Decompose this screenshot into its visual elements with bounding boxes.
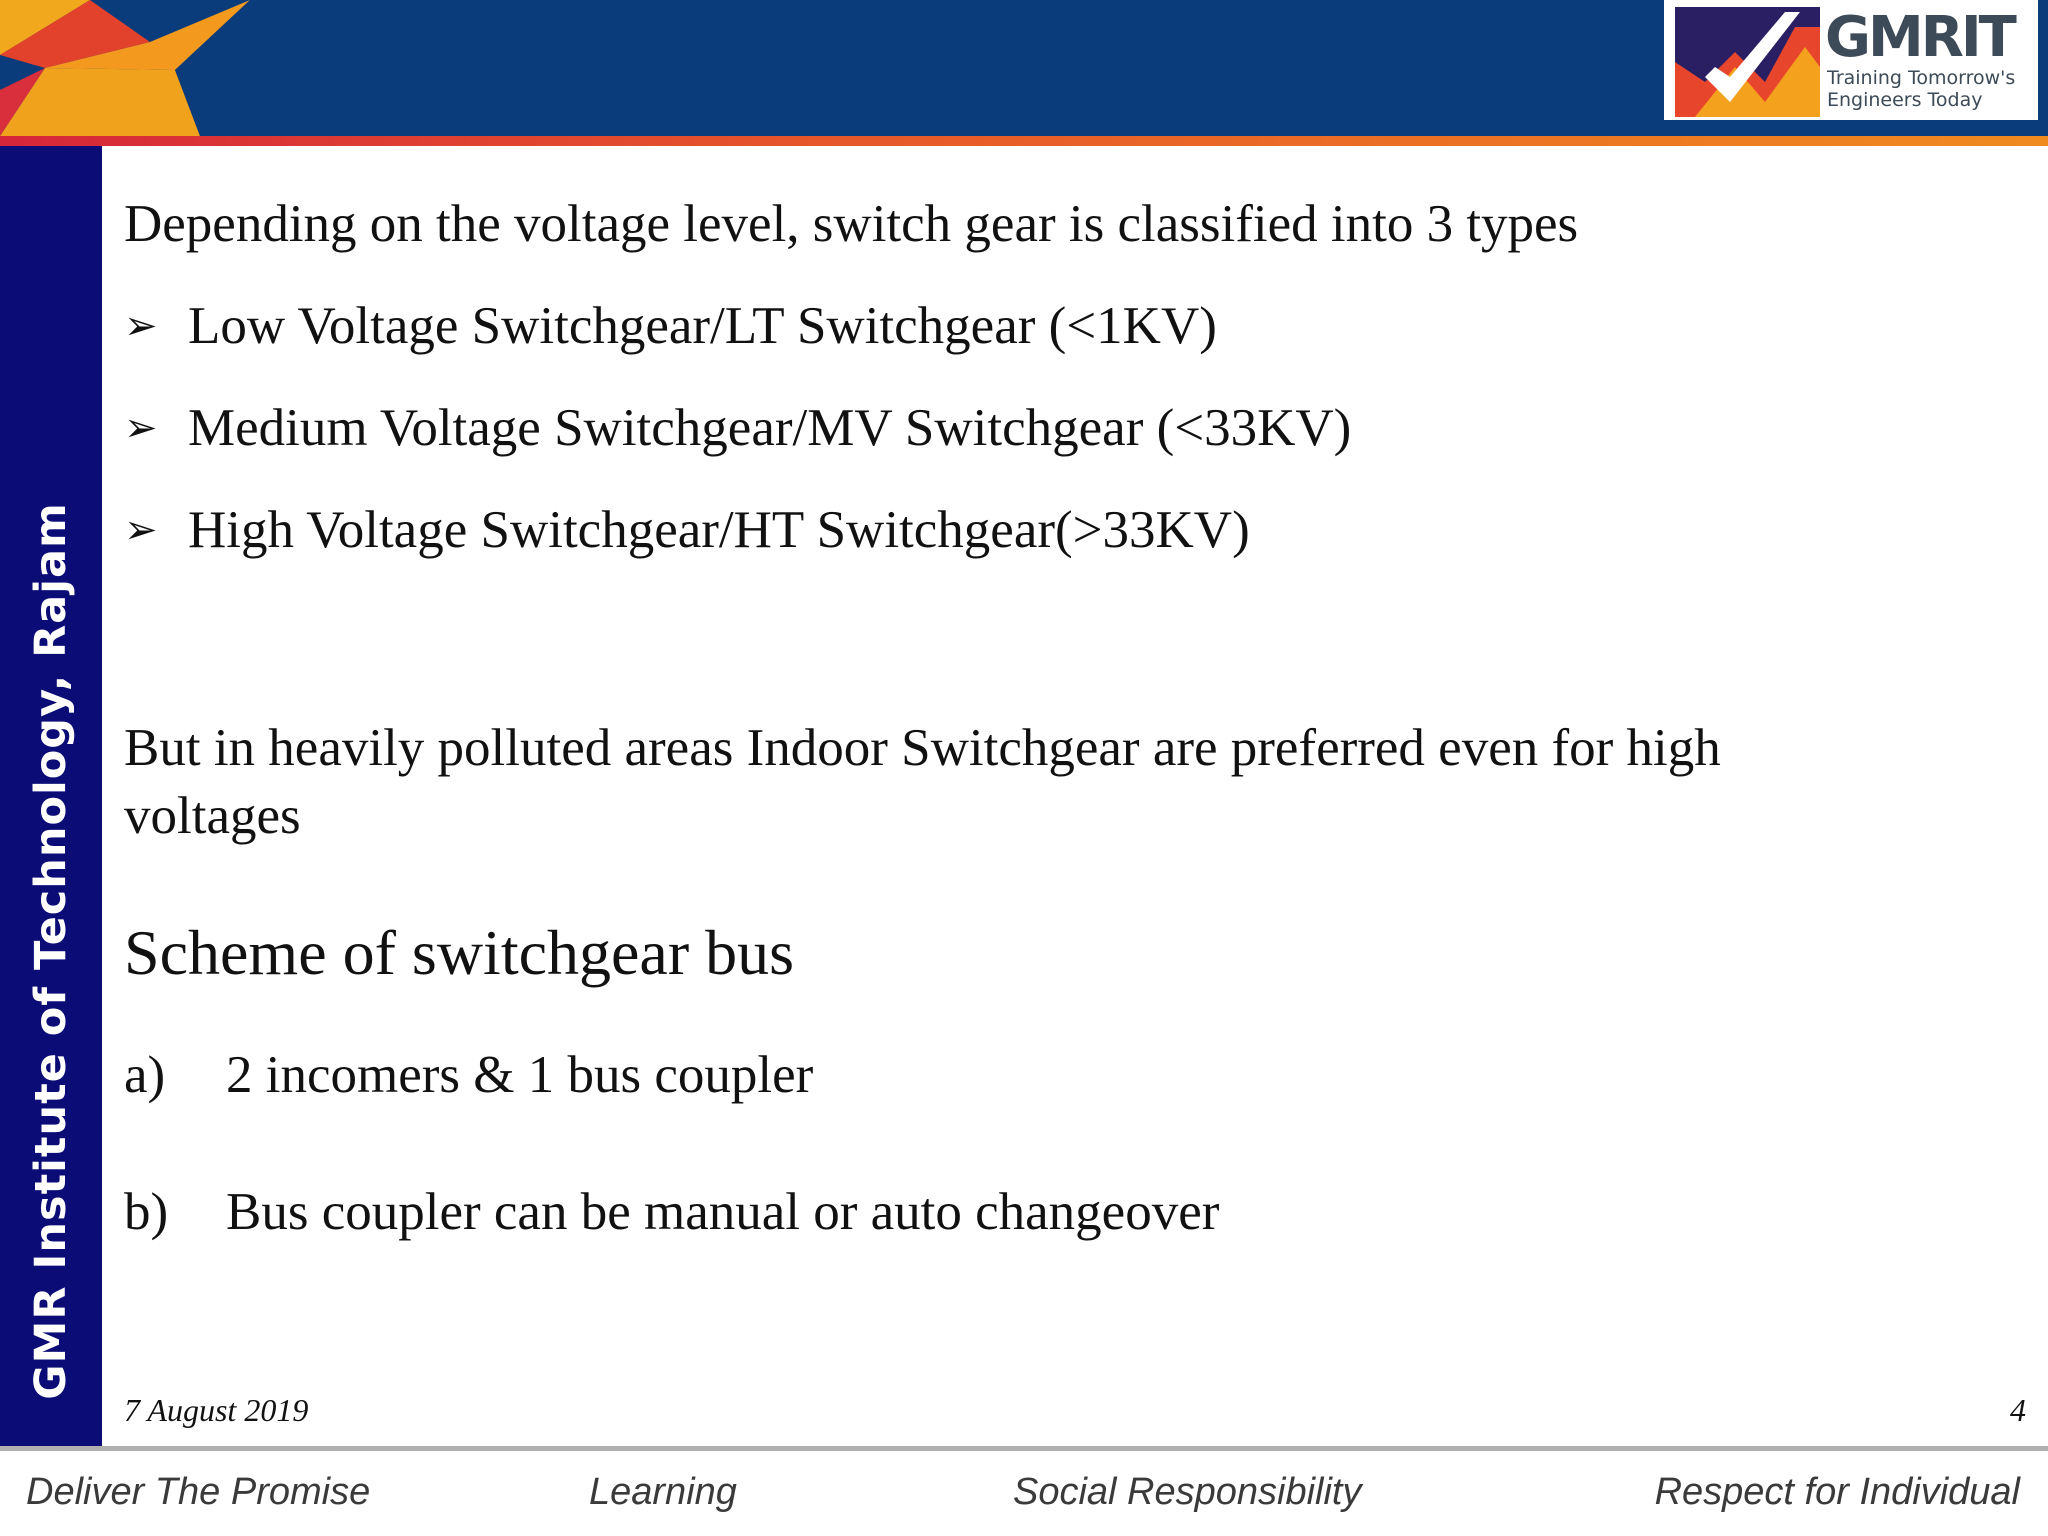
intro-text: Depending on the voltage level, switch gear is classified into 3 types	[124, 195, 1579, 253]
bullet-item: ➢ Medium Voltage Switchgear/MV Switchgear (<33KV)	[124, 394, 1351, 462]
page-number: 4	[2010, 1392, 2026, 1428]
arrowhead-bullet-icon: ➢	[124, 303, 158, 349]
slide-date: 7 August 2019	[124, 1392, 309, 1428]
motto-deliver-the-promise: Deliver The Promise	[26, 1471, 371, 1513]
motto-social-responsibility: Social Responsibility	[1013, 1471, 1362, 1513]
motto-respect-for-individual: Respect for Individual	[1654, 1471, 2020, 1513]
arrowhead-bullet-icon: ➢	[124, 405, 158, 451]
list-item: a) 2 incomers & 1 bus coupler	[124, 1046, 814, 1104]
logo-wordmark: GMRIT	[1825, 5, 2014, 70]
list-item: b) Bus coupler can be manual or auto changeover	[124, 1183, 1220, 1241]
institute-logo	[1664, 0, 2038, 120]
institute-name-vertical: GMR Institute of Technology, Rajam	[26, 502, 76, 1400]
note-paragraph: But in heavily polluted areas Indoor Switchgear are preferred even for high voltages	[124, 719, 1721, 845]
arrowhead-bullet-icon: ➢	[124, 507, 158, 553]
decorative-chevron-shapes	[0, 0, 260, 136]
section-heading: Scheme of switchgear bus	[124, 917, 795, 988]
bullet-item: ➢ Low Voltage Switchgear/LT Switchgear (<1KV)	[124, 292, 1217, 360]
motto-learning: Learning	[589, 1471, 737, 1513]
logo-tagline: Training Tomorrow's Engineers Today	[1827, 67, 2016, 111]
bullet-item: ➢ High Voltage Switchgear/HT Switchgear(>33KV)	[124, 496, 1250, 564]
left-sidebar	[0, 146, 102, 1446]
footer-mottos	[0, 1451, 2048, 1536]
logo-mark-icon	[1675, 7, 1820, 117]
header-accent-stripe	[0, 136, 2048, 146]
header-band	[0, 0, 2048, 136]
